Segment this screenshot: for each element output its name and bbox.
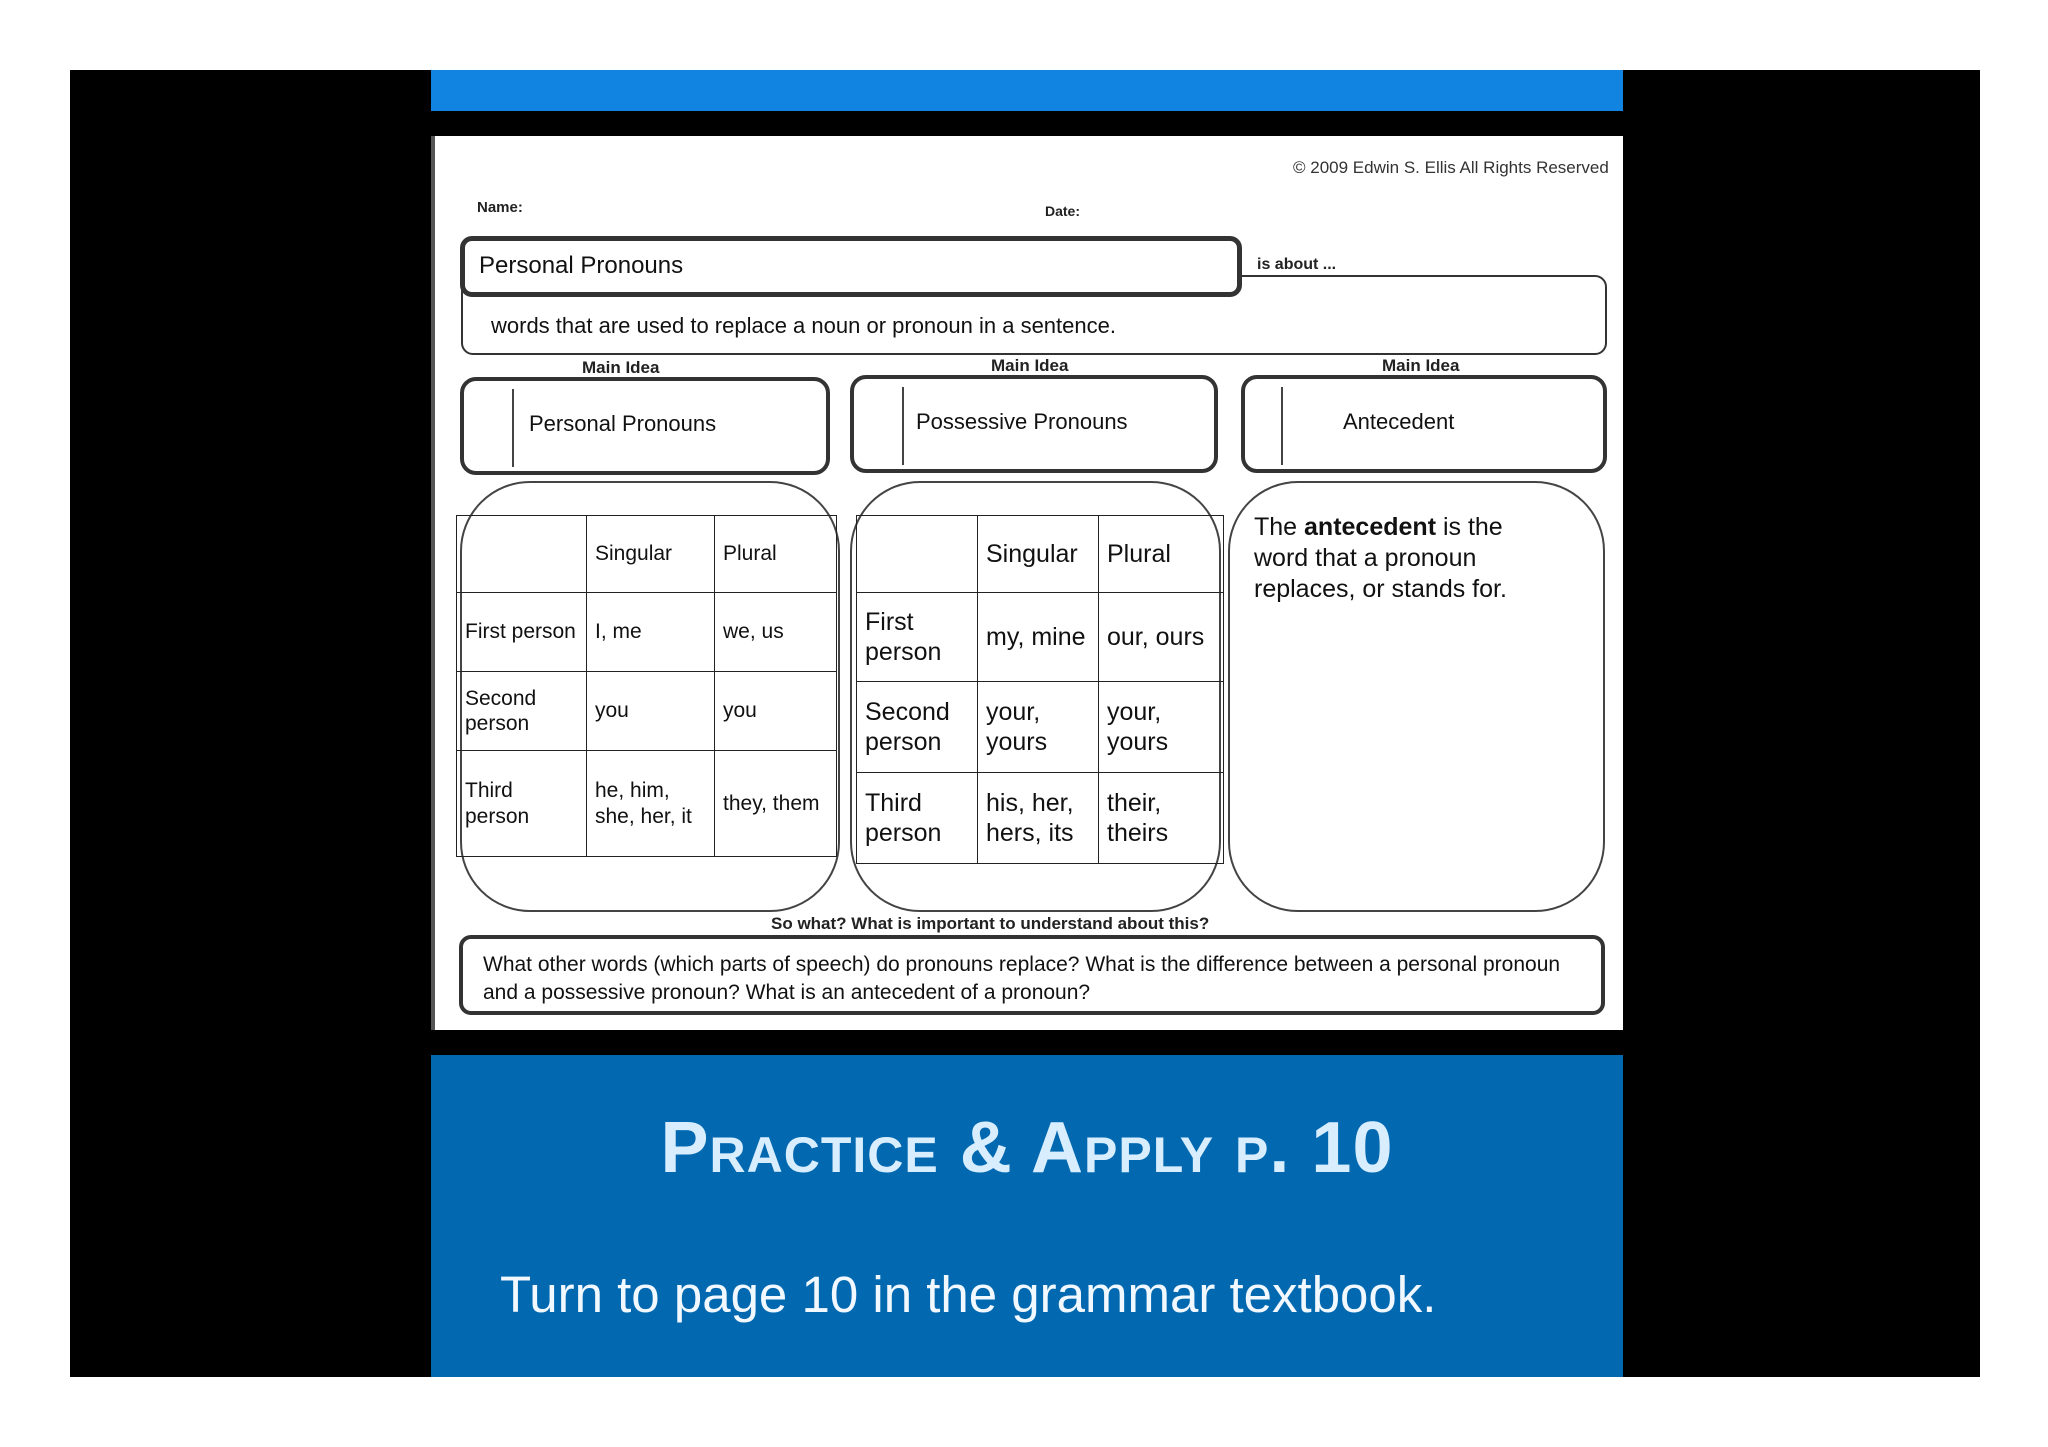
table-cell: you bbox=[715, 672, 837, 751]
table-cell: they, them bbox=[715, 751, 837, 857]
table-cell: we, us bbox=[715, 593, 837, 672]
worksheet-left-edge bbox=[431, 136, 435, 1030]
possessive-pronouns-table bbox=[856, 515, 1224, 864]
table-row bbox=[457, 593, 837, 672]
main-idea-box-antecedent bbox=[1241, 375, 1607, 473]
name-label: Name: bbox=[477, 199, 523, 216]
table-cell: First person bbox=[857, 593, 978, 682]
main-idea-label-3: Main Idea bbox=[1382, 356, 1460, 375]
slide-subtitle: Turn to page 10 in the grammar textbook. bbox=[500, 1266, 1437, 1323]
so-what-text: What other words (which parts of speech) do pronouns replace? What is the difference between a personal pronoun and a possessive pronoun? What is an antecedent of a pronoun? bbox=[483, 953, 1561, 1004]
table-row bbox=[457, 751, 837, 857]
slide-top-bar bbox=[431, 70, 1623, 111]
personal-pronouns-table bbox=[456, 515, 837, 857]
table-cell: my, mine bbox=[978, 593, 1099, 682]
table-cell: Second person bbox=[457, 672, 587, 751]
table-row bbox=[857, 593, 1224, 682]
detail-oval-antecedent bbox=[1228, 481, 1605, 912]
table-header-cell bbox=[857, 516, 978, 593]
table-cell: Third person bbox=[857, 773, 978, 864]
table-row bbox=[857, 682, 1224, 773]
table-cell: their, theirs bbox=[1099, 773, 1224, 864]
table-header-cell: Plural bbox=[715, 516, 837, 593]
table-cell: Third person bbox=[457, 751, 587, 857]
date-label: Date: bbox=[1045, 203, 1081, 219]
is-about-text: words that are used to replace a noun or pronoun in a sentence. bbox=[491, 313, 1116, 338]
table-cell: Second person bbox=[857, 682, 978, 773]
table-cell: your, yours bbox=[978, 682, 1099, 773]
table-header-row bbox=[857, 516, 1224, 593]
antecedent-text-pre: The bbox=[1254, 513, 1305, 541]
table-cell: your, yours bbox=[1099, 682, 1224, 773]
main-idea-text: Antecedent bbox=[1343, 409, 1455, 434]
so-what-box bbox=[459, 935, 1605, 1015]
table-cell: you bbox=[587, 672, 715, 751]
table-cell: our, ours bbox=[1099, 593, 1224, 682]
main-idea-box-possessive bbox=[850, 375, 1218, 473]
antecedent-text-post: is the word that a pronoun replaces, or stands for. bbox=[1254, 513, 1507, 603]
table-cell: his, her, hers, its bbox=[978, 773, 1099, 864]
slide-bottom-panel bbox=[431, 1055, 1623, 1377]
table-cell: First person bbox=[457, 593, 587, 672]
table-header-cell: Singular bbox=[978, 516, 1099, 593]
table-header-cell bbox=[457, 516, 587, 593]
copyright-notice: © 2009 Edwin S. Ellis All Rights Reserved bbox=[1293, 158, 1609, 177]
table-row bbox=[457, 672, 837, 751]
table-header-row bbox=[457, 516, 837, 593]
so-what-label: So what? What is important to understand about this? bbox=[771, 914, 1210, 933]
worksheet-image bbox=[431, 136, 1623, 1030]
table-header-cell: Plural bbox=[1099, 516, 1224, 593]
main-idea-box-personal bbox=[460, 377, 830, 475]
main-idea-label-2: Main Idea bbox=[991, 356, 1069, 375]
antecedent-term: antecedent bbox=[1304, 513, 1437, 541]
main-idea-label-1: Main Idea bbox=[582, 358, 660, 377]
table-cell: he, him, she, her, it bbox=[587, 751, 715, 857]
main-idea-divider bbox=[902, 387, 904, 465]
main-idea-text: Possessive Pronouns bbox=[916, 409, 1128, 434]
antecedent-definition bbox=[1254, 512, 1554, 605]
table-cell: I, me bbox=[587, 593, 715, 672]
main-idea-text: Personal Pronouns bbox=[529, 411, 717, 436]
table-header-cell: Singular bbox=[587, 516, 715, 593]
table-row bbox=[857, 773, 1224, 864]
slide-title: Practice & Apply p. 10 bbox=[660, 1108, 1394, 1188]
main-idea-divider bbox=[512, 389, 514, 467]
topic-title: Personal Pronouns bbox=[479, 252, 684, 279]
is-about-label: is about ... bbox=[1257, 256, 1337, 273]
topic-box bbox=[460, 236, 1242, 297]
main-idea-divider bbox=[1281, 387, 1283, 465]
